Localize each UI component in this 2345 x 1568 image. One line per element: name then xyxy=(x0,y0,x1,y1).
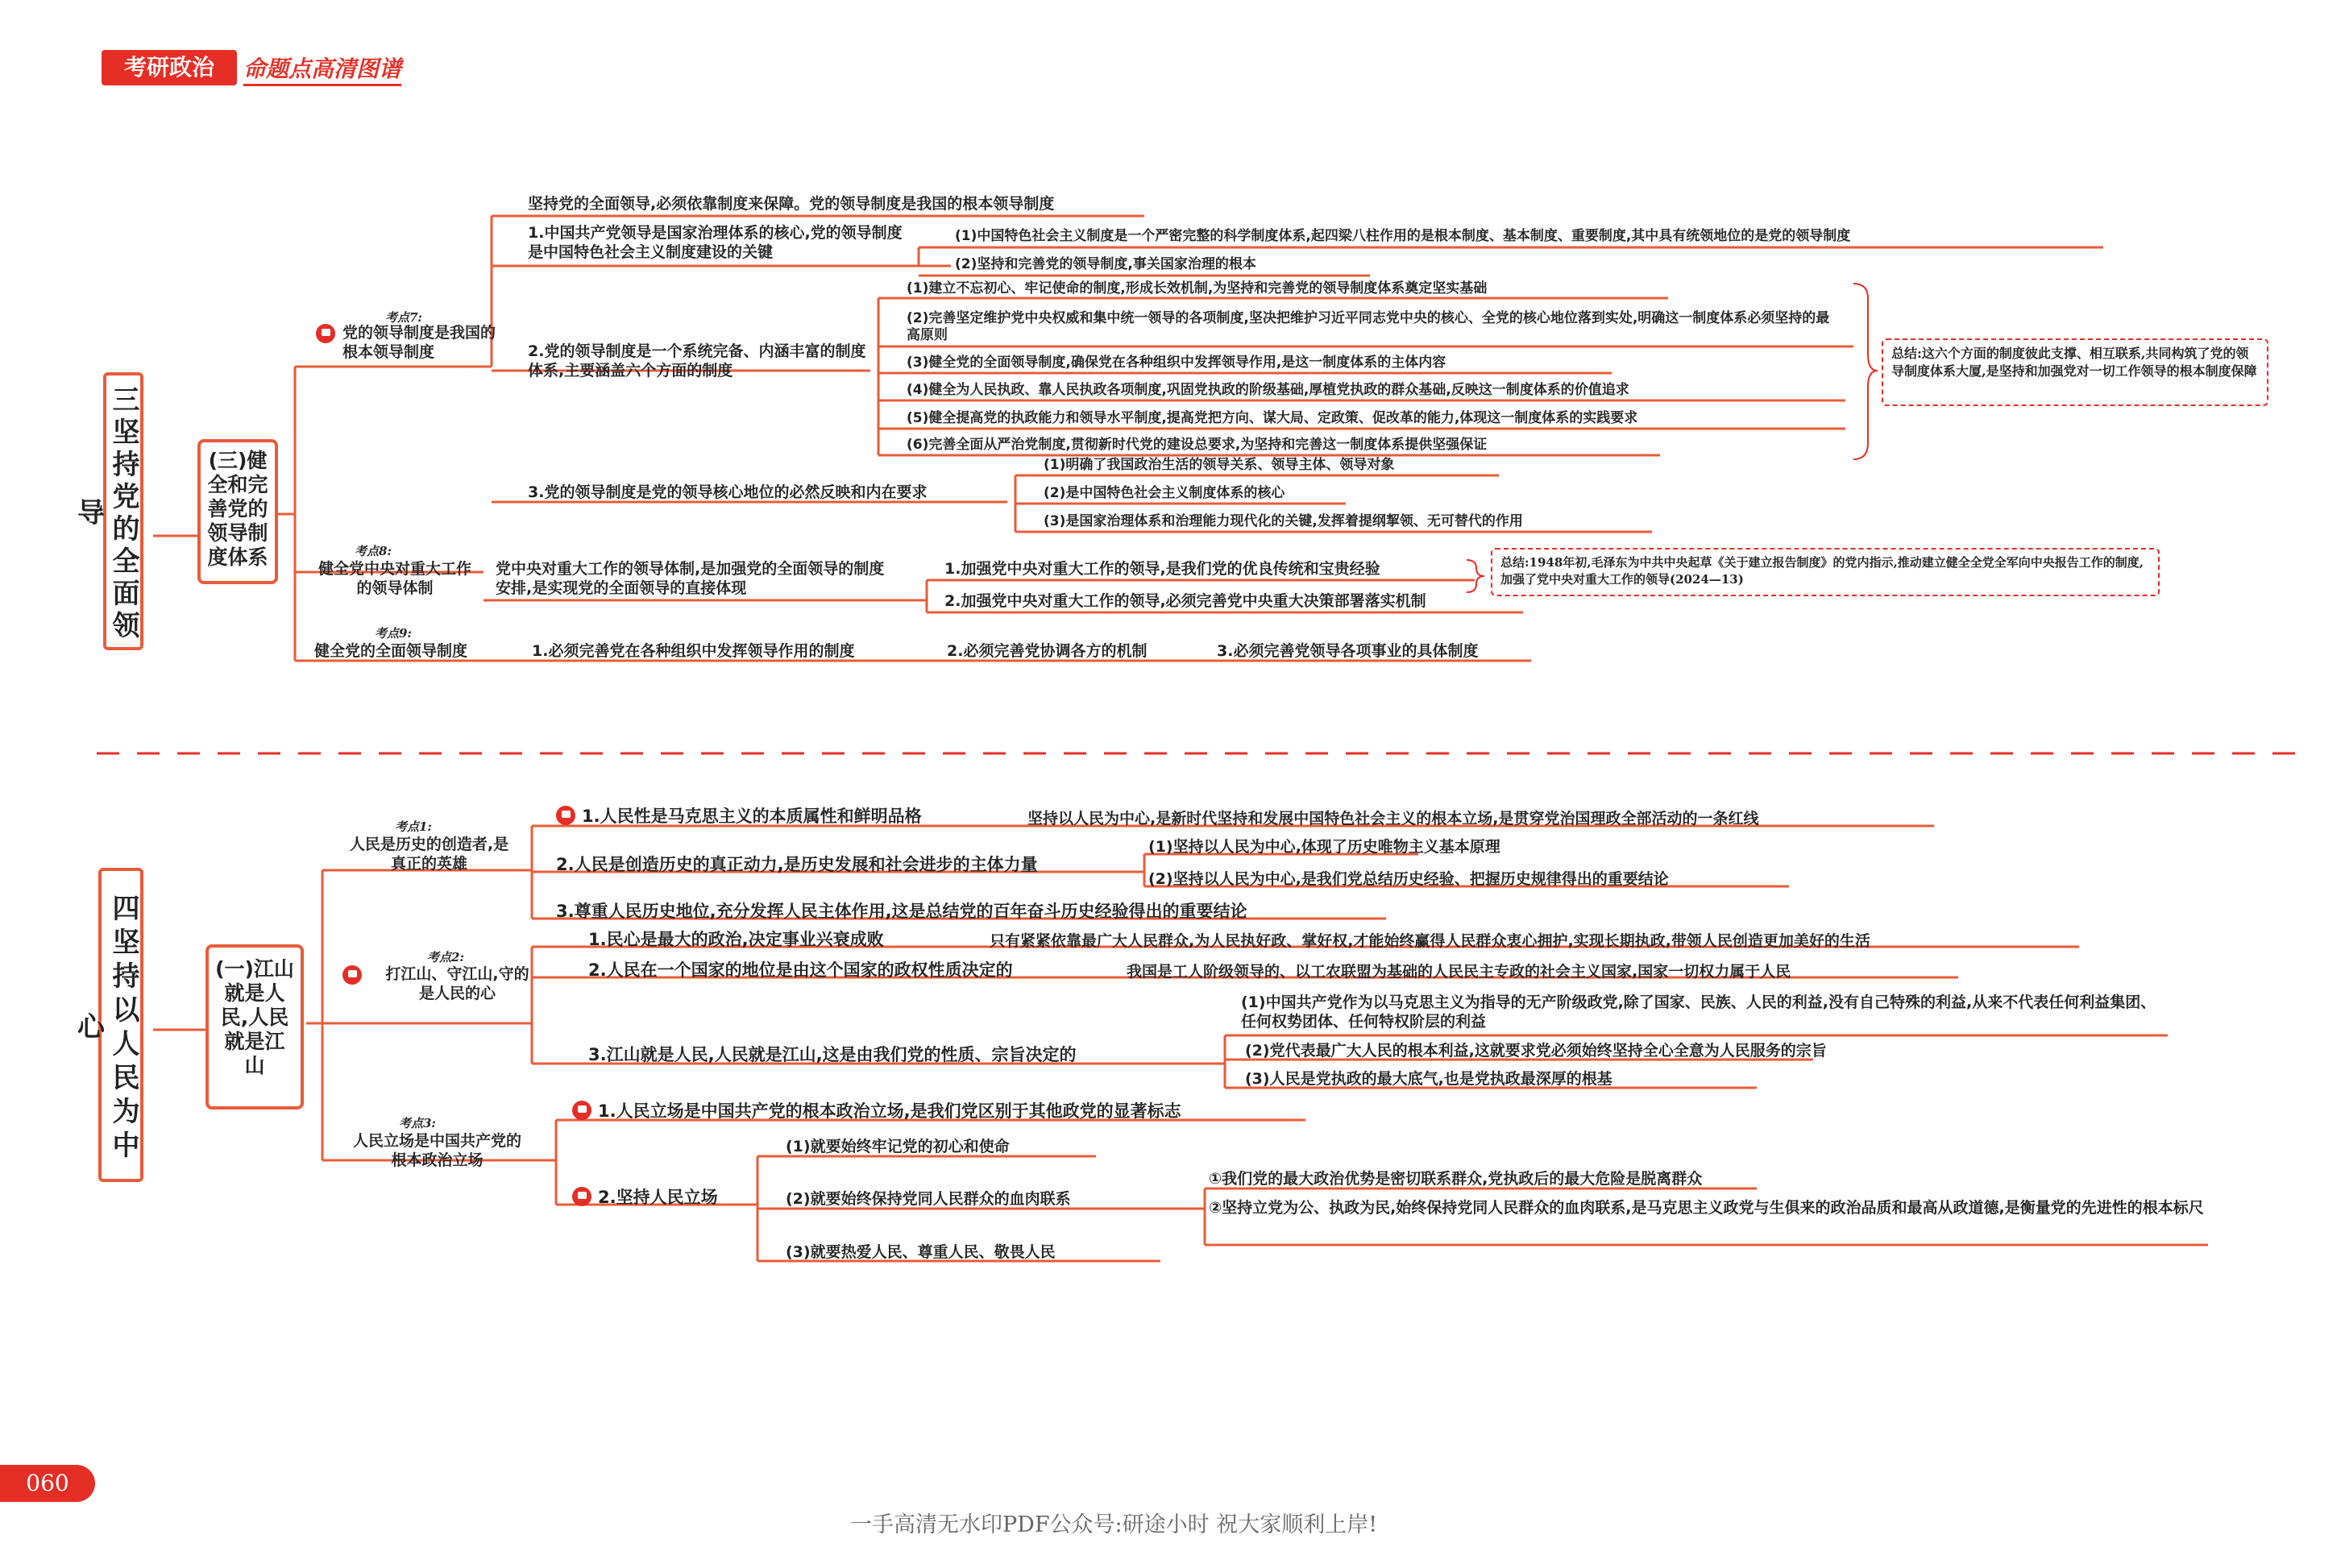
k9-b: 2.必须完善党协调各方的机制 xyxy=(947,642,1148,660)
k3-label: 人民立场是中国共产党的根本政治立场 xyxy=(352,1132,521,1169)
k8-b: 2.加强党中央对重大工作的领导,必须完善党中央重大决策部署落实机制 xyxy=(944,592,1426,610)
k8-mid: 党中央对重大工作的领导体制,是加强党的全面领导的制度安排,是实现党的全面领导的直接体现 xyxy=(496,560,885,597)
k3-b: 2.坚持人民立场 xyxy=(598,1188,718,1207)
k1-b1: (1)坚持以人民为中心,体现了历史唯物主义基本原理 xyxy=(1148,838,1500,856)
footer-note: 一手高清无水印PDF公众号:研途小时 祝大家顺利上岸! xyxy=(850,1512,1378,1537)
header-badge: 考研政治 xyxy=(102,50,237,85)
k3-b3: (3)就要热爱人民、尊重人民、敬畏人民 xyxy=(786,1243,1056,1261)
section-3-title: 三坚持党的全面领导 xyxy=(103,372,143,650)
k2-c: 3.江山就是人民,人民就是江山,这是由我们党的性质、宗旨决定的 xyxy=(588,1045,1077,1064)
k1-a: 1.人民性是马克思主义的本质属性和鲜明品格 xyxy=(582,807,922,826)
k2-a: 1.民心是最大的政治,决定事业兴衰成败 xyxy=(588,930,884,949)
k2-a1: 只有紧紧依靠最广大人民群众,为人民执好政、掌好权,才能始终赢得人民群众衷心拥护,实现长期执政,带领人民创造更加美好的生活 xyxy=(990,932,1870,950)
section-3-subtitle: (三)健全和完善党的领导制度体系 xyxy=(197,439,278,584)
k7-p1b: (2)坚持和完善党的领导制度,事关国家治理的根本 xyxy=(955,256,1256,272)
k7-label: 党的领导制度是我国的根本领导制度 xyxy=(342,324,496,361)
k2-label: 打江山、守江山,守的是人民的心 xyxy=(385,965,529,1002)
k7-tag: 考点7: xyxy=(385,310,422,325)
k3-b2b: ②坚持立党为公、执政为民,始终保持党同人民群众的血肉联系,是马克思主义政党与生俱来的政治品质和最高从政道德,是衡量党的先进性的根本标尺 xyxy=(1209,1199,2204,1217)
section-4-title: 四坚持以人民为中心 xyxy=(98,868,143,1182)
k1-b: 2.人民是创造历史的真正动力,是历史发展和社会进步的主体力量 xyxy=(556,855,1038,874)
k2-c3: (3)人民是党执政的最大底气,也是党执政最深厚的根基 xyxy=(1245,1070,1612,1088)
k9-tag: 考点9: xyxy=(375,626,412,641)
k1-a1: 坚持以人民为中心,是新时代坚持和发展中国特色社会主义的根本立场,是贯穿党治国理政全部活动的一条红线 xyxy=(1027,810,1759,828)
k7-p2d: (4)健全为人民执政、靠人民执政各项制度,巩固党执政的阶级基础,厚植党执政的群众基础,反映这一制度体系的价值追求 xyxy=(907,382,1629,398)
k2-tag: 考点2: xyxy=(427,950,464,964)
k1-b2: (2)坚持以人民为中心,是我们党总结历史经验、把握历史规律得出的重要结论 xyxy=(1148,870,1669,888)
k7-p1: 1.中国共产党领导是国家治理体系的核心,党的领导制度是中国特色社会主义制度建设的关键 xyxy=(528,224,903,261)
header-subtitle: 命题点高清图谱 xyxy=(243,52,401,86)
k7-p2c: (3)健全党的全面领导制度,确保党在各种组织中发挥领导作用,是这一制度体系的主体内容 xyxy=(907,355,1446,371)
key-flag-icon xyxy=(556,806,575,825)
k1-label: 人民是历史的创造者,是真正的英雄 xyxy=(349,836,509,873)
k9-label: 健全党的全面领导制度 xyxy=(314,642,468,660)
k7-p3a: (1)明确了我国政治生活的领导关系、领导主体、领导对象 xyxy=(1044,457,1395,473)
k3-b2a: ①我们党的最大政治优势是密切联系群众,党执政后的最大危险是脱离群众 xyxy=(1209,1170,1703,1188)
k7-p2b: (2)完善坚定维护党中央权威和集中统一领导的各项制度,坚决把维护习近平同志党中央的核心、全党的核心地位落到实处,明确这一制度体系必须坚持的最高原则 xyxy=(907,310,1830,344)
k3-b1: (1)就要始终牢记党的初心和使命 xyxy=(786,1138,1010,1155)
k2-c1: (1)中国共产党作为以马克思主义为指导的无产阶级政党,除了国家、民族、人民的利益,没有自己特殊的利益,从来不代表任何利益集团、任何权势团体、任何特权阶层的利益 xyxy=(1241,993,2156,1031)
k7-summary: 总结:这六个方面的制度彼此支撑、相互联系,共同构筑了党的领导制度体系大厦,是坚持和加强党对一切工作领导的根本制度保障 xyxy=(1882,338,2268,406)
key-flag-icon xyxy=(572,1101,591,1120)
k7-p3: 3.党的领导制度是党的领导核心地位的必然反映和内在要求 xyxy=(528,483,928,501)
k2-c2: (2)党代表最广大人民的根本利益,这就要求党必须始终坚持全心全意为人民服务的宗旨 xyxy=(1245,1042,1827,1060)
k3-tag: 考点3: xyxy=(399,1116,436,1130)
k8-summary: 总结:1948年初,毛泽东为中共中央起草《关于建立报告制度》的党内指示,推动建立健全全党全军向中央报告工作的制度,加强了党中央对重大工作的领导(2024—13) xyxy=(1491,548,2160,596)
k3-b2: (2)就要始终保持党同人民群众的血肉联系 xyxy=(786,1190,1071,1208)
k1-c: 3.尊重人民历史地位,充分发挥人民主体作用,这是总结党的百年奋斗历史经验得出的重要结论 xyxy=(556,902,1247,921)
key-flag-icon xyxy=(342,965,362,985)
k7-p2: 2.党的领导制度是一个系统完备、内涵丰富的制度体系,主要涵盖六个方面的制度 xyxy=(528,342,866,380)
key-flag-icon xyxy=(572,1187,591,1206)
k7-top: 坚持党的全面领导,必须依靠制度来保障。党的领导制度是我国的根本领导制度 xyxy=(528,195,1055,213)
section-4-subtitle: (一)江山就是人民,人民就是江山 xyxy=(205,944,304,1110)
page-number: 060 xyxy=(0,1465,95,1502)
k9-a: 1.必须完善党在各种组织中发挥领导作用的制度 xyxy=(532,642,855,660)
k1-tag: 考点1: xyxy=(395,819,432,834)
k7-p2f: (6)完善全面从严治党制度,贯彻新时代党的建设总要求,为坚持和完善这一制度体系提供坚强保证 xyxy=(907,437,1488,453)
k7-p1a: (1)中国特色社会主义制度是一个严密完整的科学制度体系,起四梁八柱作用的是根本制度、基本制度、重要制度,其中具有统领地位的是党的领导制度 xyxy=(955,228,1851,244)
k7-p3b: (2)是中国特色社会主义制度体系的核心 xyxy=(1044,485,1285,501)
k9-c: 3.必须完善党领导各项事业的具体制度 xyxy=(1217,642,1479,660)
k2-b: 2.人民在一个国家的地位是由这个国家的政权性质决定的 xyxy=(588,960,1013,980)
k2-b1: 我国是工人阶级领导的、以工农联盟为基础的人民民主专政的社会主义国家,国家一切权力属于人民 xyxy=(1127,963,1791,981)
k3-a: 1.人民立场是中国共产党的根本政治立场,是我们党区别于其他政党的显著标志 xyxy=(598,1101,1181,1121)
k7-p2a: (1)建立不忘初心、牢记使命的制度,形成长效机制,为坚持和完善党的领导制度体系奠定坚实基础 xyxy=(907,280,1488,297)
k7-p3c: (3)是国家治理体系和治理能力现代化的关键,发挥着提纲挈领、无可替代的作用 xyxy=(1044,513,1523,529)
k8-tag: 考点8: xyxy=(355,544,392,558)
k8-a: 1.加强党中央对重大工作的领导,是我们党的优良传统和宝贵经验 xyxy=(944,560,1380,578)
key-flag-icon xyxy=(316,324,335,343)
k7-p2e: (5)健全提高党的执政能力和领导水平制度,提高党把方向、谋大局、定政策、促改革的能力,体现这一制度体系的实践要求 xyxy=(907,410,1638,426)
k8-label: 健全党中央对重大工作的领导体制 xyxy=(318,560,471,597)
